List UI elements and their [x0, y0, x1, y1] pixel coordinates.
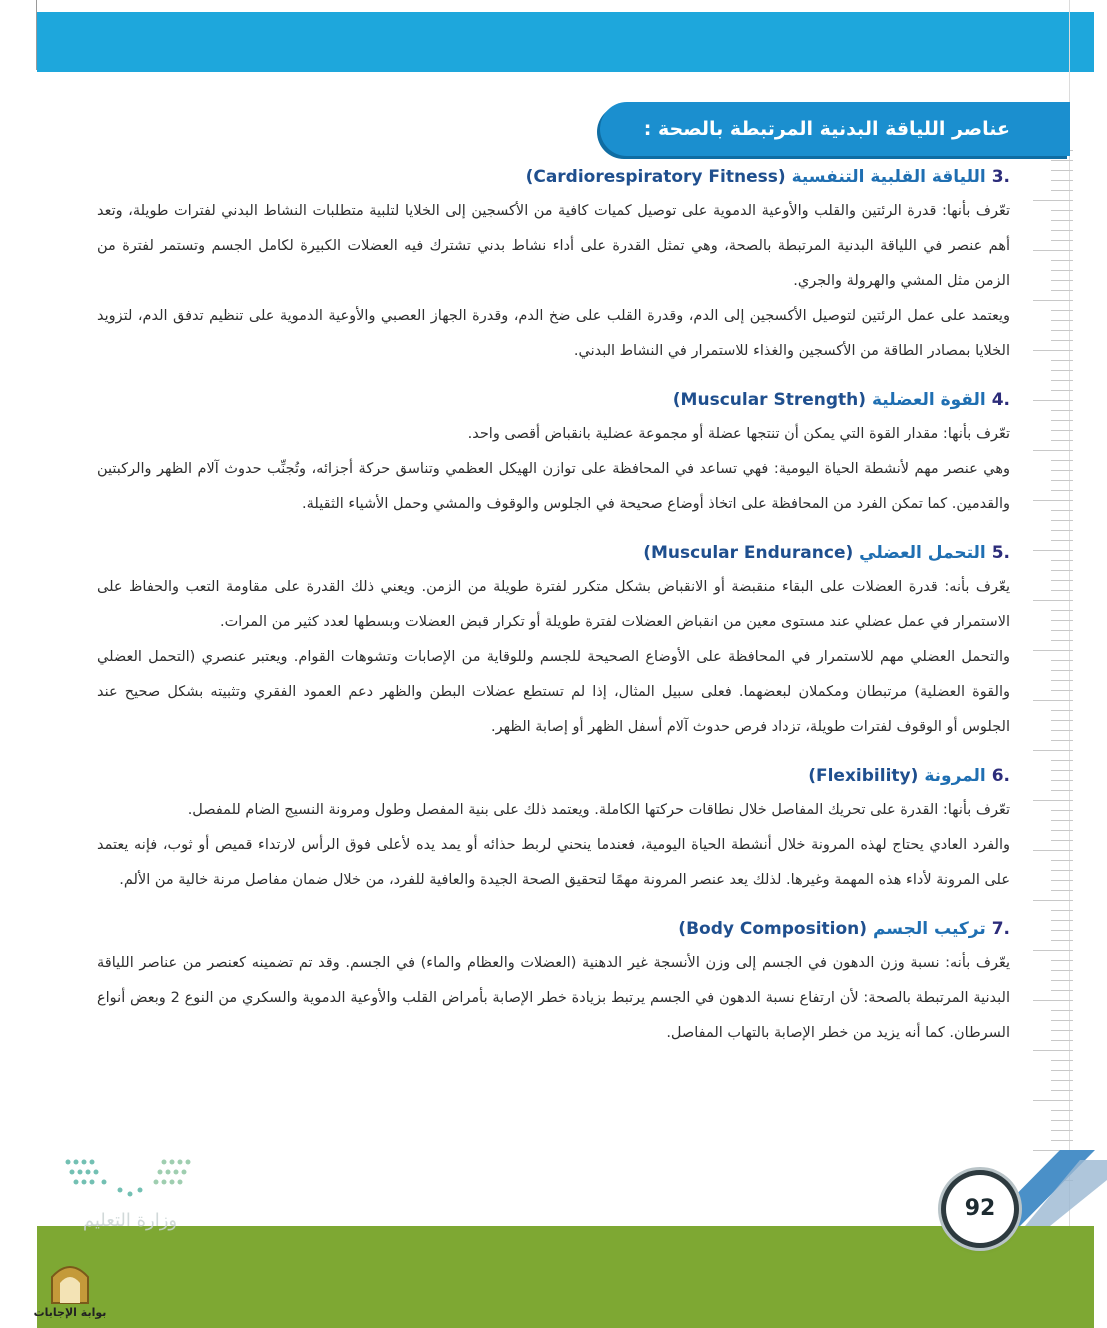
ruler-tick	[1051, 1020, 1073, 1021]
ruler-tick	[1051, 330, 1073, 331]
ruler-tick	[1051, 520, 1073, 521]
paragraph: تعّرف بأنها: القدرة على تحريك المفاصل خلال نطاقات حركتها الكاملة. ويعتمد ذلك على بنية المفصل وطول ومرونة النسيج الضام للمفصل.	[187, 802, 1010, 818]
ruler-tick	[1051, 280, 1073, 281]
ruler-tick	[1051, 440, 1073, 441]
section-title-ar: تركيب الجسم	[872, 919, 986, 939]
page-number-badge: 92	[946, 1175, 1014, 1243]
ruler-tick	[1051, 360, 1073, 361]
ruler-tick	[1033, 700, 1073, 701]
ruler-tick	[1051, 230, 1073, 231]
ruler-tick	[1051, 490, 1073, 491]
ruler-tick	[1033, 650, 1073, 651]
ruler-tick	[1033, 850, 1073, 851]
ruler-tick	[1051, 540, 1073, 541]
paragraph: والتحمل العضلي مهم للاستمرار في المحافظة على الأوضاع الصحيحة للجسم وللوقاية من الإصابات وتشوهات القوام. ويعتبر عنصري (التحمل العضلي والقوة العضلية) مرتبطان ومكملان لبعضهما. فعلى سبيل المثال، إذا لم تستطع عضلات البطن والظهر دعم العمود الفقري وتثبيته بشكل صحيح عند الجلوس أو الوقوف لفترات طويلة، تزداد فرص حدوث آلام أسفل الظهر أو إصابة الظهر.	[97, 649, 1010, 735]
ruler-tick	[1051, 610, 1073, 611]
ruler-tick	[1051, 480, 1073, 481]
ruler-tick	[1051, 990, 1073, 991]
ruler-tick	[1051, 160, 1073, 161]
ruler-tick	[1051, 880, 1073, 881]
ruler-tick	[1051, 170, 1073, 171]
ruler-tick	[1051, 980, 1073, 981]
paragraph: وهي عنصر مهم لأنشطة الحياة اليومية: فهي تساعد في المحافظة على توازن الهيكل العظمي وتناسق حركة أجزائه، وتُجنِّب حدوث آلام الظهر والركبتين والقدمين. كما تمكن الفرد من المحافظة على اتخاذ أوضاع صحيحة في الجلوس والوقوف والمشي وحمل الأشياء الثقيلة.	[97, 461, 1010, 512]
ruler-tick	[1051, 1070, 1073, 1071]
paragraph: يعّرف بأنه: قدرة العضلات على البقاء منقبضة أو الانقباض بشكل متكرر لفترة طويلة من الزمن. ويعني ذلك القدرة على مقاومة التعب والحفاظ على الاستمرار في عمل عضلي عند مستوى معين من انقباض العضلات لفترة طويلة أو تكرار قبض العضلات وبسطها لعدد كثير من المرات.	[97, 579, 1010, 630]
ruler-tick	[1051, 830, 1073, 831]
ruler-tick	[1051, 740, 1073, 741]
section-heading	[97, 383, 1010, 417]
ruler-tick	[1051, 630, 1073, 631]
paragraph: والفرد العادي يحتاج لهذه المرونة خلال أنشطة الحياة اليومية، فعندما ينحني لربط حذائه أو يمد يده لأعلى فوق الرأس لارتداء قميص أو ثوب، فإنه يعتمد على المرونة لأداء هذه المهمة وغيرها. لذلك يعد عنصر المرونة مهمًا لتحقيق الصحة الجيدة والعافية للفرد، من خلال ضمان مفاصل مرنة خالية من الألم.	[97, 837, 1010, 888]
ruler-tick	[1051, 820, 1073, 821]
ruler-tick	[1051, 430, 1073, 431]
ruler-tick	[1051, 310, 1073, 311]
ruler-tick	[1051, 210, 1073, 211]
ruler-tick	[1051, 580, 1073, 581]
ruler-tick	[1051, 810, 1073, 811]
ruler-tick	[1033, 900, 1073, 901]
ruler-tick	[1051, 890, 1073, 891]
ruler-tick	[1051, 640, 1073, 641]
ruler-tick	[1051, 910, 1073, 911]
section-number: .6	[991, 766, 1010, 786]
ruler-tick	[1051, 290, 1073, 291]
page-title: عناصر اللياقة البدنية المرتبطة بالصحة :	[600, 102, 1070, 156]
ruler-tick	[1051, 460, 1073, 461]
ruler-tick	[1033, 1050, 1073, 1051]
ruler-tick	[1051, 770, 1073, 771]
side-ruler	[1018, 150, 1073, 1190]
ruler-tick	[1051, 570, 1073, 571]
ruler-tick	[1051, 1060, 1073, 1061]
ruler-tick	[1051, 420, 1073, 421]
ruler-tick	[1051, 240, 1073, 241]
ruler-tick	[1051, 710, 1073, 711]
ruler-tick	[1033, 400, 1073, 401]
ruler-tick	[1051, 720, 1073, 721]
ruler-tick	[1033, 750, 1073, 751]
ruler-tick	[1051, 180, 1073, 181]
section-title-ar: القوة العضلية	[871, 390, 986, 410]
paragraph: ويعتمد على عمل الرئتين لتوصيل الأكسجين إلى الدم، وقدرة القلب على ضخ الدم، وقدرة الجهاز العصبي والأوعية الدموية على تنظيم تدفق الدم، لتزويد الخلايا بمصادر الطاقة من الأكسجين والغذاء للاستمرار في النشاط البدني.	[97, 308, 1010, 359]
ruler-tick	[1051, 260, 1073, 261]
ruler-tick	[1051, 1080, 1073, 1081]
section-body-composition	[97, 912, 1010, 1051]
ruler-tick	[1051, 760, 1073, 761]
ruler-tick	[1051, 370, 1073, 371]
paragraph: يعّرف بأنه: نسبة وزن الدهون في الجسم إلى وزن الأنسجة غير الدهنية (العضلات والعظام والماء) في الجسم. وقد تم تضمينه كعنصر من عناصر اللياقة البدنية المرتبطة بالصحة: لأن ارتفاع نسبة الدهون في الجسم يرتبط بزيادة خطر الإصابة بأمراض القلب والأوعية الدموية والسكري من النوع 2 وبعض أنواع السرطان. كما أنه يزيد من خطر الإصابة بالتهاب المفاصل.	[97, 955, 1010, 1041]
section-title-ar: التحمل العضلي	[859, 543, 986, 563]
ruler-tick	[1033, 600, 1073, 601]
section-number: .3	[991, 167, 1010, 187]
ministry-logo	[60, 1152, 200, 1252]
ruler-tick	[1051, 660, 1073, 661]
ruler-tick	[1033, 450, 1073, 451]
ruler-tick	[1051, 190, 1073, 191]
ruler-tick	[1033, 1100, 1073, 1101]
ruler-tick	[1051, 680, 1073, 681]
ruler-tick	[1051, 590, 1073, 591]
section-heading	[97, 759, 1010, 793]
ruler-tick	[1051, 690, 1073, 691]
ruler-tick	[1051, 1140, 1073, 1141]
ruler-tick	[1033, 950, 1073, 951]
ministry-watermark: وزارة التعليم	[82, 1210, 178, 1231]
ruler-tick	[1051, 270, 1073, 271]
ruler-tick	[1051, 870, 1073, 871]
section-heading	[97, 160, 1010, 194]
ruler-tick	[1051, 340, 1073, 341]
ruler-tick	[1033, 500, 1073, 501]
ruler-tick	[1051, 1110, 1073, 1111]
ruler-tick	[1051, 390, 1073, 391]
ruler-tick	[1051, 840, 1073, 841]
ruler-tick	[1033, 350, 1073, 351]
ruler-tick	[1051, 410, 1073, 411]
ruler-tick	[1051, 960, 1073, 961]
ruler-tick	[1051, 380, 1073, 381]
document-body	[97, 160, 1010, 1051]
section-number: .7	[991, 919, 1010, 939]
mosque-arch-icon	[30, 1255, 110, 1305]
section-cardiorespiratory	[97, 160, 1010, 369]
ruler-tick	[1051, 220, 1073, 221]
ruler-tick	[1051, 670, 1073, 671]
ruler-tick	[1051, 920, 1073, 921]
ruler-tick	[1051, 730, 1073, 731]
ruler-tick	[1033, 200, 1073, 201]
ruler-tick	[1033, 300, 1073, 301]
section-flexibility	[97, 759, 1010, 898]
ruler-tick	[1051, 940, 1073, 941]
ruler-tick	[1051, 860, 1073, 861]
ruler-tick	[1051, 1040, 1073, 1041]
ruler-tick	[1051, 1120, 1073, 1121]
section-title-en: (Muscular Endurance)	[643, 543, 854, 563]
section-title-en: (Cardiorespiratory Fitness)	[525, 167, 786, 187]
ruler-tick	[1051, 970, 1073, 971]
ruler-tick	[1051, 930, 1073, 931]
ruler-tick	[1051, 320, 1073, 321]
paragraph: تعّرف بأنها: قدرة الرئتين والقلب والأوعية الدموية على توصيل كميات كافية من الأكسجين إلى الخلايا لتلبية متطلبات النشاط البدني لفترات طويلة، وتعد أهم عنصر في اللياقة البدنية المرتبطة بالصحة، وهي تمثل القدرة على أداء نشاط بدني تشترك فيه العضلات الكبيرة لكامل الجسم وتستمر لفترة من الزمن مثل المشي والهرولة والجري.	[97, 203, 1010, 289]
ruler-tick	[1051, 790, 1073, 791]
ruler-tick	[1051, 530, 1073, 531]
section-title-en: (Body Composition)	[678, 919, 868, 939]
ruler-tick	[1051, 620, 1073, 621]
portal-caption: بوابة الإجابات	[33, 1306, 107, 1319]
ruler-tick	[1033, 800, 1073, 801]
section-heading	[97, 536, 1010, 570]
ruler-tick	[1033, 1000, 1073, 1001]
ruler-tick	[1051, 1030, 1073, 1031]
ruler-tick	[1051, 510, 1073, 511]
ruler-tick	[1051, 1010, 1073, 1011]
section-title-ar: المرونة	[924, 766, 986, 786]
ruler-tick	[1033, 550, 1073, 551]
section-heading	[97, 912, 1010, 946]
portal-logo	[30, 1255, 110, 1323]
crop-mark	[36, 0, 37, 70]
ruler-tick	[1051, 1130, 1073, 1131]
ruler-tick	[1033, 250, 1073, 251]
section-title-en: (Flexibility)	[808, 766, 919, 786]
ruler-tick	[1051, 560, 1073, 561]
section-number: .5	[991, 543, 1010, 563]
dots-pattern-icon	[60, 1152, 200, 1212]
header-band	[37, 12, 1094, 72]
ruler-tick	[1051, 470, 1073, 471]
ruler-tick	[1051, 780, 1073, 781]
ruler-tick	[1051, 1090, 1073, 1091]
section-muscular-endurance	[97, 536, 1010, 745]
section-title-en: (Muscular Strength)	[672, 390, 867, 410]
section-number: .4	[991, 390, 1010, 410]
paragraph: تعّرف بأنها: مقدار القوة التي يمكن أن تنتجها عضلة أو مجموعة عضلية بانقباض أقصى واحد.	[467, 426, 1010, 442]
section-title-ar: اللياقة القلبية التنفسية	[791, 167, 986, 187]
section-muscular-strength	[97, 383, 1010, 522]
